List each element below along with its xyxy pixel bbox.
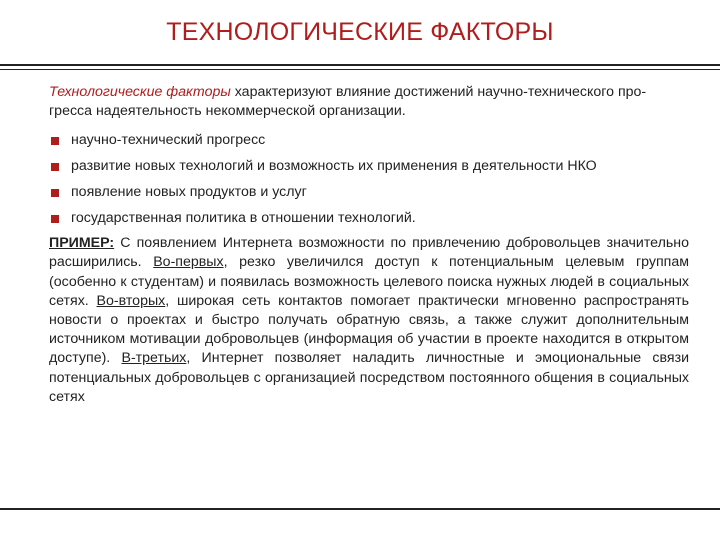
- example-second: Во-вторых: [96, 292, 166, 309]
- example-paragraph: [49, 234, 689, 407]
- square-bullet-icon: [51, 189, 59, 197]
- example-text-4: , Интернет позволяет наладить личностные и эмоциональные связи потенциальных добровольцев с организацией посредством постоянного общения в социальных сетях: [49, 350, 689, 405]
- example-text-1: С появлением Интернета возможности по привлечению добровольцев значительно расширились.: [49, 235, 689, 271]
- list-item: [49, 183, 689, 202]
- slide-title: ТЕХНОЛОГИЧЕСКИЕ ФАКТОРЫ: [166, 18, 554, 46]
- slide-body: [49, 83, 689, 407]
- list-item: [49, 157, 689, 176]
- header-rule-thin: [0, 69, 720, 70]
- example-first: Во-первых: [153, 254, 224, 271]
- list-item-text: появление новых продуктов и услуг: [71, 183, 307, 200]
- intro-text: характеризуют влияние достижений научно-технического про-гресса надеятельность некоммерческой организации.: [49, 84, 647, 120]
- square-bullet-icon: [51, 137, 59, 145]
- example-third: В-третьих: [121, 350, 187, 367]
- intro-emphasis: Технологические факторы: [49, 84, 231, 100]
- example-text-3: , широкая сеть контактов помогает практически мгновенно распространять новости о проектах и быстро получать обратную связь, а также служит дополнительным источником мотивации добровольцев (информация об участии в проекте находится в открытом доступе).: [49, 292, 690, 367]
- list-item: [49, 131, 689, 150]
- intro-paragraph: [49, 83, 689, 121]
- list-item: [49, 209, 689, 228]
- footer-rule: [0, 508, 720, 510]
- example-lead: ПРИМЕР:: [49, 235, 115, 252]
- list-item-text: развитие новых технологий и возможность их применения в деятельности НКО: [71, 158, 597, 175]
- header-rule-thick: [0, 64, 720, 66]
- example-text-2: , резко увеличился доступ к потенциальным целевым группам (особенно к студентам) и появилась возможность целевого поиска нужных людей в социальных сетях.: [49, 254, 689, 309]
- factor-list: [49, 131, 689, 227]
- square-bullet-icon: [51, 163, 59, 171]
- list-item-text: научно-технический прогресс: [71, 132, 266, 149]
- square-bullet-icon: [51, 215, 59, 223]
- list-item-text: государственная политика в отношении технологий.: [71, 209, 416, 226]
